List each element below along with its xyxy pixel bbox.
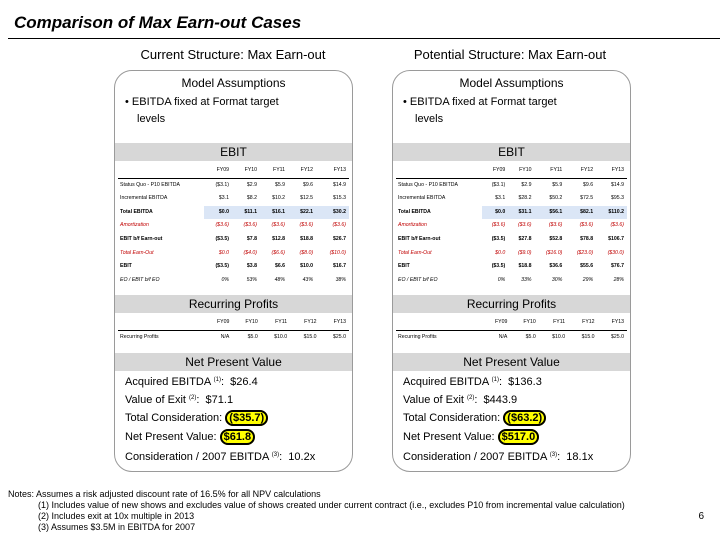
total-earnout-row [118, 247, 349, 261]
assumption-continuation: levels [415, 113, 444, 125]
acquired-ebitda-value: $26.4 [230, 376, 258, 388]
acquired-ebitda-line: Acquired EBITDA $^{(1)}$: $26.4 [125, 376, 258, 388]
ebit-cell: ($3.6) [332, 222, 346, 229]
ebit-cell: $72.5 [580, 195, 594, 202]
acquired-ebitda-value: $136.3 [508, 376, 542, 388]
ebit-before-earnout-row [118, 233, 349, 247]
row-label: Total Earn-Out [120, 249, 154, 256]
assumption-text: EBITDA fixed at Format target [409, 96, 557, 108]
ebit-cell: ($3.6) [299, 222, 314, 229]
year-header: FY12 [290, 316, 319, 330]
row-label: Status Quo - P10 EBITDA [398, 181, 458, 188]
acquired-ebitda-label: Acquired EBITDA [403, 376, 489, 388]
row-label: EBIT b/f Earn-out [398, 235, 441, 242]
eo-ratio-row [396, 274, 627, 288]
ebit-cell: ($3.6) [491, 222, 506, 229]
ebit-cell: 48% [274, 276, 286, 283]
page-title: Comparison of Max Earn-out Cases [14, 13, 302, 32]
ebit-cell: $12.5 [300, 195, 314, 202]
row-label: Amortization [398, 222, 427, 229]
row-label: Incremental EBITDA [120, 195, 168, 202]
row-label: Status Quo - P10 EBITDA [120, 181, 180, 188]
ebit-cell: ($16.0) [545, 249, 563, 256]
row-label: EBIT b/f Earn-out [120, 235, 163, 242]
ebit-cell: $95.3 [611, 195, 624, 202]
incremental-ebitda-row [396, 192, 627, 206]
ebit-cell: $56.1 [535, 206, 566, 220]
footnote-3: (3) Assumes $3.5M in EBITDA for 2007 [38, 522, 196, 532]
ebit-cell: ($10.0) [329, 249, 346, 256]
ebit-cell: ($3.5) [491, 263, 506, 270]
row-label: Total EBITDA [396, 206, 482, 220]
recurring-section-title: Recurring Profits [466, 297, 557, 311]
ebit-cell: $14.9 [333, 181, 346, 188]
net-present-value-value: $517.0 [498, 429, 540, 445]
ebit-cell: ($30.0) [607, 249, 624, 256]
year-header: FY11 [539, 316, 568, 330]
ebit-cell: $78.8 [580, 235, 594, 242]
page-number: 6 [698, 511, 704, 522]
npv-section-title: Net Present Value [185, 355, 282, 369]
consideration-ratio-line: Consideration / 2007 EBITDA $^{(3)}$: 18.1x [403, 451, 594, 463]
status-quo-row [118, 178, 349, 192]
consideration-ratio-label: Consideration / 2007 EBITDA [403, 451, 547, 463]
footnote-1: (1) Includes value of new shows and excludes value of shows created under current contract (i.e., excludes P10 from incremental value calculation) [38, 500, 625, 510]
row-label: Recurring Profits [398, 333, 437, 340]
ebit-cell: ($3.6) [215, 222, 230, 229]
recurring-cell: N/A [220, 333, 230, 340]
assumption-text: EBITDA fixed at Format target [131, 96, 279, 108]
recurring-section-title: Recurring Profits [188, 297, 279, 311]
recurring-cell: $25.0 [611, 333, 624, 340]
footnote-ref: (3) [549, 452, 558, 458]
row-label: EO / EBIT b/f EO [398, 276, 438, 283]
ebit-cell: $8.2 [246, 195, 258, 202]
incremental-ebitda-row [118, 192, 349, 206]
recurring-table [118, 316, 349, 344]
eo-ratio-row [118, 274, 349, 288]
exit-value-label: Value of Exit [403, 394, 464, 406]
footnote-ref: (1) [213, 377, 221, 383]
year-header: FY09 [482, 316, 510, 330]
total-consideration-line [403, 412, 546, 424]
ebit-cell: ($3.5) [491, 235, 506, 242]
ebit-cell: $16.1 [260, 206, 288, 220]
row-label: Amortization [120, 222, 149, 229]
ebit-row [396, 260, 627, 274]
assumption-continuation: levels [137, 113, 166, 125]
recurring-cell: $15.0 [581, 333, 595, 340]
year-header: FY09 [204, 164, 232, 178]
ebit-cell: $0.0 [204, 206, 232, 220]
ebit-cell: $16.7 [333, 263, 346, 270]
consideration-ratio-value: 10.2x [288, 451, 316, 463]
recurring-table [396, 316, 627, 344]
ebit-cell: $7.8 [246, 235, 258, 242]
ebit-cell: $0.0 [218, 249, 230, 256]
model-assumptions-title: Model Assumptions [181, 76, 286, 90]
ebit-cell: $14.9 [611, 181, 624, 188]
total-consideration-label: Total Consideration: [403, 412, 501, 424]
ebit-cell: ($23.0) [576, 249, 594, 256]
ebit-cell: $11.1 [232, 206, 260, 220]
row-label: EBIT [398, 263, 410, 270]
year-header: FY12 [565, 164, 596, 178]
footnote-ref: (2) [467, 395, 475, 401]
recurring-header-row [118, 316, 349, 330]
ebit-cell: $3.8 [246, 263, 258, 270]
model-assumptions-title: Model Assumptions [459, 76, 564, 90]
ebit-cell: $0.0 [495, 249, 506, 256]
exit-value-label: Value of Exit [125, 394, 186, 406]
ebit-cell: $82.1 [565, 206, 596, 220]
ebit-cell: $27.8 [518, 235, 532, 242]
ebit-cell: ($3.6) [548, 222, 563, 229]
total-ebitda-row [396, 206, 627, 220]
title-divider [8, 38, 720, 39]
ebit-cell: 53% [246, 276, 258, 283]
recurring-cell: $5.0 [247, 333, 258, 340]
recurring-header-row [396, 316, 627, 330]
row-label: Total EBITDA [118, 206, 204, 220]
assumption-bullet: • EBITDA fixed at Format target [403, 96, 557, 108]
exit-value-line: Value of Exit $^{(2)}$: $71.1 [125, 394, 234, 406]
row-label: Incremental EBITDA [398, 195, 446, 202]
amortization-row [118, 219, 349, 233]
year-header: FY11 [260, 164, 288, 178]
ebit-cell: 0% [497, 276, 506, 283]
ebit-cell: ($3.5) [215, 263, 230, 270]
ebit-cell: $0.0 [482, 206, 508, 220]
row-label: EO / EBIT b/f EO [120, 276, 160, 283]
ebit-cell: $2.9 [521, 181, 532, 188]
year-header: FY12 [288, 164, 316, 178]
footnote-lead: Notes: Assumes a risk adjusted discount rate of 16.5% for all NPV calculations [8, 489, 321, 499]
amortization-row [396, 219, 627, 233]
recurring-cell: $10.0 [274, 333, 288, 340]
ebit-cell: $36.6 [549, 263, 563, 270]
net-present-value-line [403, 431, 539, 443]
assumption-bullet: • EBITDA fixed at Format target [125, 96, 279, 108]
ebit-cell: $9.6 [583, 181, 594, 188]
year-header: FY13 [320, 316, 349, 330]
ebit-header-row [118, 164, 349, 178]
ebit-cell: ($3.6) [517, 222, 532, 229]
year-header: FY10 [232, 164, 260, 178]
ebit-cell: ($4.0) [243, 249, 258, 256]
year-header: FY13 [596, 164, 627, 178]
recurring-cell: N/A [498, 333, 508, 340]
ebit-cell: ($3.5) [215, 235, 230, 242]
ebit-cell: $5.9 [274, 181, 286, 188]
ebit-cell: $5.9 [552, 181, 563, 188]
year-header: FY09 [482, 164, 508, 178]
ebit-header-row [396, 164, 627, 178]
total-consideration-value: ($63.2) [503, 410, 546, 426]
ebit-cell: ($9.0) [517, 249, 532, 256]
ebit-cell: 29% [582, 276, 594, 283]
ebit-cell: $10.2 [272, 195, 286, 202]
recurring-profits-row [118, 330, 349, 344]
net-present-value-value: $61.8 [220, 429, 256, 445]
consideration-ratio-label: Consideration / 2007 EBITDA [125, 451, 269, 463]
ebit-cell: ($3.6) [610, 222, 624, 229]
net-present-value-label: Net Present Value: [403, 431, 495, 443]
recurring-cell: $5.0 [525, 333, 536, 340]
ebit-cell: ($3.1) [215, 181, 230, 188]
ebit-cell: $12.8 [272, 235, 286, 242]
acquired-ebitda-line: Acquired EBITDA $^{(1)}$: $136.3 [403, 376, 542, 388]
ebit-cell: 43% [302, 276, 314, 283]
ebit-cell: ($3.6) [271, 222, 286, 229]
total-earnout-row [396, 247, 627, 261]
net-present-value-label: Net Present Value: [125, 431, 217, 443]
potential-structure-panel [392, 70, 631, 472]
year-header: FY10 [510, 316, 538, 330]
year-header: FY09 [204, 316, 232, 330]
year-header: FY11 [535, 164, 566, 178]
row-label: Recurring Profits [120, 333, 159, 340]
ebit-cell: $50.2 [549, 195, 563, 202]
acquired-ebitda-label: Acquired EBITDA [125, 376, 211, 388]
ebit-section-title: EBIT [498, 145, 525, 159]
ebit-cell: ($3.1) [491, 181, 506, 188]
ebit-cell: ($3.6) [579, 222, 594, 229]
year-header: FY13 [598, 316, 627, 330]
ebit-cell: ($3.6) [243, 222, 258, 229]
row-label: Total Earn-Out [398, 249, 432, 256]
total-ebitda-row [118, 206, 349, 220]
year-header: FY11 [261, 316, 290, 330]
current-structure-heading: Current Structure: Max Earn-out [140, 47, 326, 62]
ebit-cell: $110.2 [596, 206, 627, 220]
recurring-profits-row [396, 330, 627, 344]
consideration-ratio-line: Consideration / 2007 EBITDA $^{(3)}$: 10.2x [125, 451, 316, 463]
ebit-cell: $10.0 [300, 263, 314, 270]
ebit-cell: $106.7 [608, 235, 624, 242]
ebit-cell: $30.2 [316, 206, 349, 220]
ebit-cell: $52.8 [549, 235, 563, 242]
footnote-ref: (3) [271, 452, 280, 458]
ebit-cell: $18.8 [518, 263, 532, 270]
ebit-cell: $76.7 [611, 263, 624, 270]
ebit-table [118, 164, 349, 287]
ebit-cell: $31.1 [508, 206, 534, 220]
ebit-cell: $3.1 [495, 195, 506, 202]
year-header: FY10 [232, 316, 260, 330]
footnote-ref: (2) [189, 395, 197, 401]
ebit-cell: $9.6 [302, 181, 314, 188]
status-quo-row [396, 178, 627, 192]
consideration-ratio-value: 18.1x [566, 451, 594, 463]
ebit-cell: $2.9 [246, 181, 258, 188]
footnote-2: (2) Includes exit at 10x multiple in 2013 [38, 511, 195, 521]
npv-section-title: Net Present Value [463, 355, 560, 369]
exit-value-value: $71.1 [205, 394, 234, 406]
ebit-cell: $18.8 [300, 235, 314, 242]
ebit-section-title: EBIT [220, 145, 247, 159]
year-header: FY13 [316, 164, 349, 178]
ebit-cell: ($6.6) [271, 249, 286, 256]
recurring-cell: $10.0 [552, 333, 566, 340]
ebit-cell: 28% [613, 276, 624, 283]
ebit-cell: $26.7 [333, 235, 346, 242]
total-consideration-value: ($35.7) [225, 410, 268, 426]
ebit-cell: $3.1 [218, 195, 230, 202]
ebit-row [118, 260, 349, 274]
recurring-cell: $25.0 [333, 333, 346, 340]
footnotes [8, 489, 625, 533]
exit-value-value: $443.9 [483, 394, 518, 406]
ebit-cell: ($8.0) [299, 249, 314, 256]
ebit-cell: $55.6 [580, 263, 594, 270]
ebit-before-earnout-row [396, 233, 627, 247]
ebit-cell: $22.1 [288, 206, 316, 220]
ebit-cell: 38% [335, 276, 346, 283]
total-consideration-line [125, 412, 268, 424]
ebit-cell: 33% [521, 276, 532, 283]
potential-structure-heading: Potential Structure: Max Earn-out [413, 47, 607, 62]
ebit-cell: 0% [221, 276, 230, 283]
row-label: EBIT [120, 263, 132, 270]
recurring-cell: $15.0 [303, 333, 317, 340]
year-header: FY12 [568, 316, 597, 330]
year-header: FY10 [508, 164, 534, 178]
ebit-cell: $15.3 [333, 195, 346, 202]
ebit-table [396, 164, 627, 287]
net-present-value-line [125, 431, 255, 443]
ebit-cell: $28.2 [518, 195, 532, 202]
ebit-cell: $6.6 [274, 263, 286, 270]
ebit-cell: 30% [551, 276, 563, 283]
total-consideration-label: Total Consideration: [125, 412, 223, 424]
footnote-ref: (1) [491, 377, 499, 383]
current-structure-panel [114, 70, 353, 472]
exit-value-line: Value of Exit $^{(2)}$: $443.9 [403, 394, 518, 406]
